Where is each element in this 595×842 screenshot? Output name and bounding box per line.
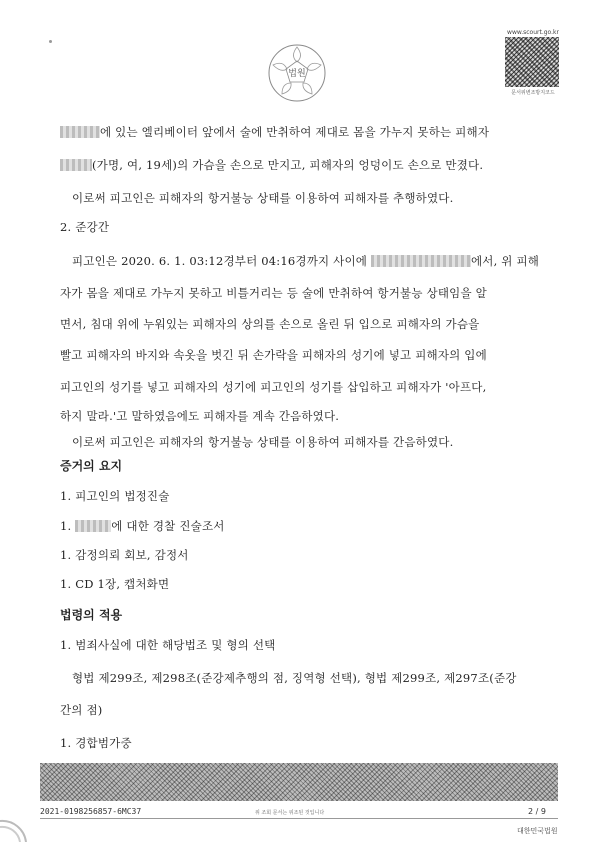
court-seal <box>266 42 328 104</box>
document-id: 2021-0198256857-6MC37 <box>40 807 142 816</box>
body-line-6: 자가 몸을 제대로 가누지 못하고 비틀거리는 등 술에 만취하여 항거불능 상태임을 알 <box>60 286 487 300</box>
law-item-2: 1. 경합범가중 <box>60 736 132 750</box>
footer-divider <box>40 818 558 819</box>
law-heading: 법령의 적용 <box>60 608 123 622</box>
redacted-place <box>371 255 471 267</box>
footer-note: 위 조회 문서는 위조된 것입니다 <box>255 810 325 816</box>
law-item-1-detail-2: 간의 점) <box>60 703 103 717</box>
law-item-1-detail-1: 형법 제299조, 제298조(준강제추행의 점, 징역형 선택), 형법 제299조, 제297조(준강 <box>72 671 517 685</box>
redacted-witness <box>75 520 111 532</box>
section-2-title: 2. 준강간 <box>60 220 110 234</box>
redacted-victim-name <box>60 159 92 171</box>
body-line-1: 에 있는 엘리베이터 앞에서 술에 만취하여 제대로 몸을 가누지 못하는 피해자 <box>60 124 489 140</box>
body-line-10: 하지 말라.'고 말하였음에도 피해자를 계속 간음하였다. <box>60 409 340 423</box>
body-line-7: 면서, 침대 위에 누워있는 피해자의 상의를 손으로 올린 뒤 입으로 피해자의 가슴을 <box>60 317 480 331</box>
body-line-2: (가명, 여, 19세)의 가슴을 손으로 만지고, 피해자의 엉덩이도 손으로 만졌다. <box>60 157 483 173</box>
qr-caption: 문서위변조방지코드 <box>511 90 555 96</box>
corner-arc-icon <box>0 817 28 842</box>
evidence-item-4: 1. CD 1장, 캡처화면 <box>60 577 170 591</box>
evidence-item-2: 1. 에 대한 경찰 진술조서 <box>60 519 225 533</box>
redacted-location <box>60 126 100 138</box>
law-item-1: 1. 범죄사실에 대한 해당법조 및 형의 선택 <box>60 638 276 652</box>
body-line-11: 이로써 피고인은 피해자의 항거불능 상태를 이용하여 피해자를 간음하였다. <box>72 435 454 449</box>
body-line-5: 피고인은 2020. 6. 1. 03:12경부터 04:16경까지 사이에 에서, 위 피해 <box>72 254 540 268</box>
body-line-3: 이로써 피고인은 피해자의 항거불능 상태를 이용하여 피해자를 추행하였다. <box>72 191 454 205</box>
qr-code-icon <box>505 37 559 87</box>
evidence-item-3: 1. 감정의뢰 회보, 감정서 <box>60 548 189 562</box>
court-url: www.scourt.go.kr <box>507 29 559 36</box>
seal-label: 법원 <box>288 69 306 79</box>
page-number: 2 / 9 <box>528 807 546 816</box>
scan-speck <box>49 40 52 43</box>
body-line-9: 피고인의 성기를 넣고 피해자의 성기에 피고인의 성기를 삽입하고 피해자가 '아프다, <box>60 380 487 394</box>
body-line-8: 빨고 피해자의 바지와 속옷을 벗긴 뒤 손가락을 피해자의 성기에 넣고 피해자의 입에 <box>60 348 487 362</box>
evidence-item-1: 1. 피고인의 법정진술 <box>60 489 170 503</box>
court-name: 대한민국법원 <box>517 827 558 835</box>
evidence-heading: 증거의 요지 <box>60 459 123 473</box>
security-pattern <box>40 763 558 801</box>
